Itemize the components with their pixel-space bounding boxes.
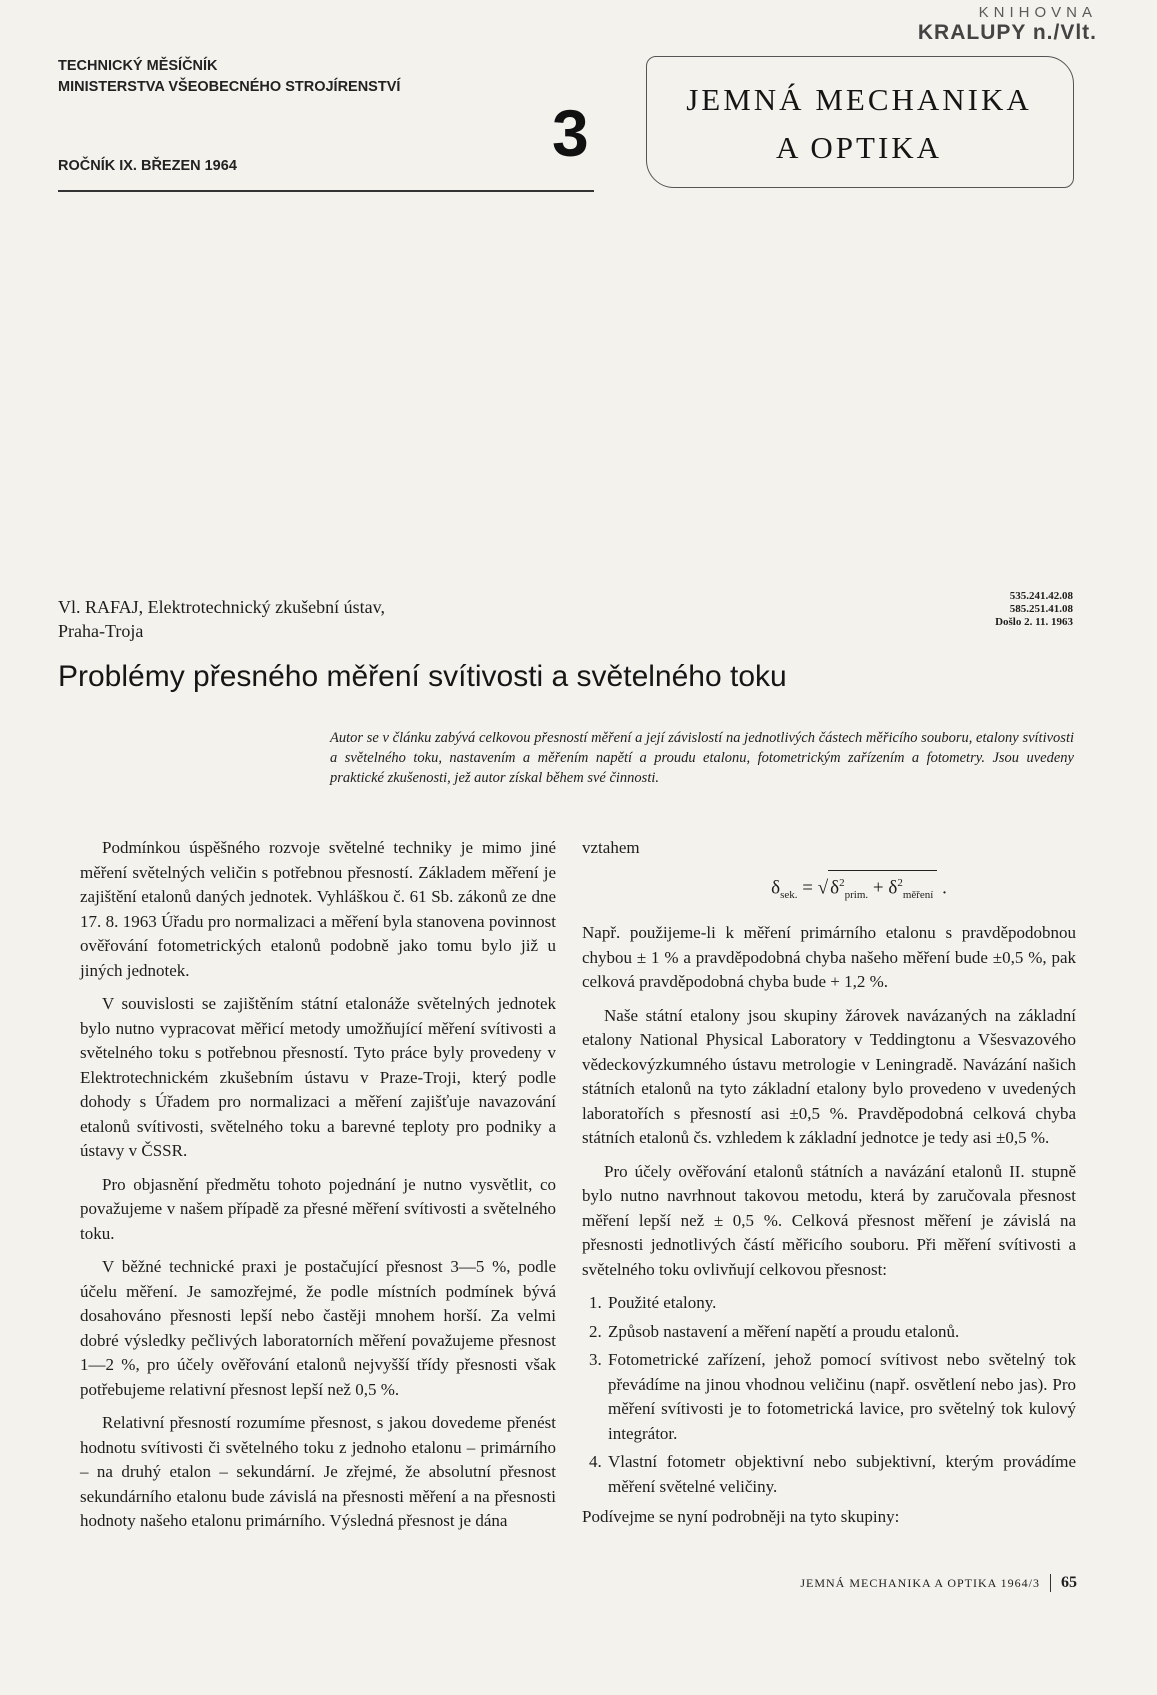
- radical-sign: √: [817, 876, 829, 898]
- paragraph: V souvislosti se zajištěním státní etalonáže světelných jednotek bylo nutno vypracovat měřicí metody umožňující měření svítivosti a světelného toku s potřebnou přesností. Tyto práce byly provedeny v Elektrotechnickém zkušebním ústavu v Praze-Troji, který podle dohody s Úřadem pro normalizaci a měření zajišťuje navazování etalonů svítivosti, světelného toku a barevné teploty pro podniky a ústavy v ČSSR.: [80, 994, 556, 1160]
- formula-plus: +: [868, 876, 889, 898]
- article-title: Problémy přesného měření svítivosti a světelného toku: [58, 660, 787, 693]
- left-column: [80, 836, 556, 1543]
- paragraph: Pro objasnění předmětu tohoto pojednání je nutno vysvětlit, co považujeme v našem případě za přesné měření svítivosti a světelného toku.: [80, 1174, 556, 1243]
- udc-code-2: 585.251.41.08: [1009, 603, 1073, 615]
- closing-sentence: Podívejme se nyní podrobněji na tyto skupiny:: [582, 1507, 900, 1527]
- list-item: 3. Fotometrické zařízení, jehož pomocí svítivost nebo světelný tok převádíme na jinou vhodnou veličinu (např. osvětlení nebo jas). Pro měření svítivosti je to fotometrická lavice, pro světelný tok kulový integrátor.: [606, 1348, 1076, 1446]
- formula-term-1-sub: prim.: [844, 888, 869, 901]
- article-abstract: Autor se v článku zabývá celkovou přesností měření a její závislostí na jednotlivých částech měřicího souboru, etalony svítivosti a světelného toku, nastavením a měřením napětí a proudu etalonu, fotometrickým zařízením a fotometry. Jsou uvedeny praktické zkušenosti, jež autor získal během své činnosti.: [330, 730, 1074, 786]
- udc-code-1: 535.241.42.08: [1009, 590, 1073, 602]
- footer-journal: JEMNÁ MECHANIKA A OPTIKA 1964/3: [800, 1575, 1040, 1590]
- masthead-line-2: MINISTERSTVA VŠEOBECNÉHO STROJÍRENSTVÍ: [58, 79, 401, 95]
- list-item: 1. Použité etalony.: [606, 1291, 1076, 1316]
- masthead-volume: ROČNÍK IX. BŘEZEN 1964: [58, 158, 237, 174]
- masthead-rule: [58, 190, 594, 192]
- author-affiliation: [58, 595, 385, 643]
- paragraph: Relativní přesností rozumíme přesnost, s jakou dovedeme přenést hodnotu svítivosti či světelného toku z jednoho etalonu – primárního – na druhý etalon – sekundární. Je zřejmé, že absolutní přesnost sekundárního etalonu bude závislá na přesnosti měření a na přesnosti hodnoty našeho etalonu primárního. Výsledná přesnost je dána: [80, 1413, 556, 1530]
- error-formula: [642, 870, 1076, 908]
- paragraph: Naše státní etalony jsou skupiny žárovek navázaných na základní etalony National Physical Laboratory v Teddingtonu a Všesvazového vědeckovýzkumného ústavu metrologie v Leningradě. Navázání našich státních etalonů na tyto základní etalony bylo provedeno v uvedených laboratořích s přesností asi ±0,5 %. Pravděpodobná celková chyba státních etalonů čs. vzhledem k základní jednotce je tedy asi ±0,5 %.: [582, 1005, 1076, 1148]
- journal-title-line-1: JEMNÁ MECHANIKA: [686, 82, 1032, 117]
- footer-separator: [1050, 1574, 1051, 1592]
- paragraph: V běžné technické praxi je postačující přesnost 3—5 %, podle účelu měření. Je samozřejmé, že podle místních podmínek bývá dosahováno přesnosti lepší nebo častěji mnohem horší. Za velmi dobré výsledky pečlivých laboratorních měření považujeme přesnost 1—2 %, pro účely ověřování etalonů nejvyšší třídy přesnosti však potřebujeme relativní přesnost lepší než 0,5 %.: [80, 1257, 556, 1399]
- classification-block: [995, 590, 1073, 629]
- page-footer: [800, 1574, 1077, 1592]
- right-column: [582, 836, 1076, 1539]
- radicand: [828, 870, 937, 908]
- formula-equals: =: [802, 876, 818, 898]
- formula-period: .: [937, 876, 947, 898]
- formula-term-2: δ: [888, 876, 898, 898]
- factor-list: [582, 1291, 1076, 1499]
- formula-lhs: δ: [771, 876, 781, 898]
- stamp-line-1: KNIHOVNA: [978, 4, 1097, 21]
- formula-intro: vztahem: [582, 838, 640, 857]
- masthead-publisher: [58, 56, 400, 98]
- paragraph: Pro účely ověřování etalonů státních a navázání etalonů II. stupně bylo nutno navrhnout takovou metodu, která by zaručovala přesnost měření lepší než ± 0,5 %. Celková přesnost měření je závislá na přesnosti jednotlivých částí měřicího souboru. Při měření svítivosti a světelného toku ovlivňují celkovou přesnost:: [582, 1161, 1076, 1279]
- stamp-line-2: KRALUPY n./Vlt.: [917, 21, 1097, 44]
- paragraph: Např. použijeme-li k měření primárního etalonu s pravděpodobnou chybou ± 1 % a pravděpodobná chyba našeho měření bude ±0,5 %, pak celková pravděpodobná chyba bude + 1,2 %.: [582, 923, 1076, 992]
- page-number: 65: [1061, 1574, 1077, 1591]
- masthead-line-1: TECHNICKÝ MĚSÍČNÍK: [58, 58, 218, 74]
- list-item: 2. Způsob nastavení a měření napětí a proudu etalonů.: [606, 1320, 1076, 1345]
- paragraph: Podmínkou úspěšného rozvoje světelné techniky je mimo jiné měření světelných veličin s potřebnou přesností. Základem měření je zajištění etalonů daných jednotek. Vyhláškou č. 61 Sb. zákonů ze dne 17. 8. 1963 Úřadu pro normalizaci a měření byla stanovena povinnost ověřování fotometrických etalonů podobně jako tomu bylo již u jiných jednotek.: [80, 838, 556, 980]
- formula-term-1-sup: 2: [839, 876, 845, 889]
- journal-title: [656, 76, 1062, 172]
- formula-term-2-sup: 2: [897, 876, 903, 889]
- author-line-1: Vl. RAFAJ, Elektrotechnický zkušební ústav,: [58, 597, 385, 617]
- library-stamp: [918, 4, 1097, 45]
- list-item: 4. Vlastní fotometr objektivní nebo subjektivní, kterým provádíme měření světelné veličiny.: [606, 1450, 1076, 1499]
- formula-term-2-sub: měření: [902, 888, 934, 901]
- journal-title-line-2: A OPTIKA: [775, 130, 943, 165]
- received-date: Došlo 2. 11. 1963: [995, 616, 1073, 628]
- formula-term-1: δ: [830, 876, 840, 898]
- formula-lhs-sub: sek.: [780, 888, 798, 901]
- author-line-2: Praha-Troja: [58, 621, 144, 641]
- issue-number: 3: [552, 96, 589, 170]
